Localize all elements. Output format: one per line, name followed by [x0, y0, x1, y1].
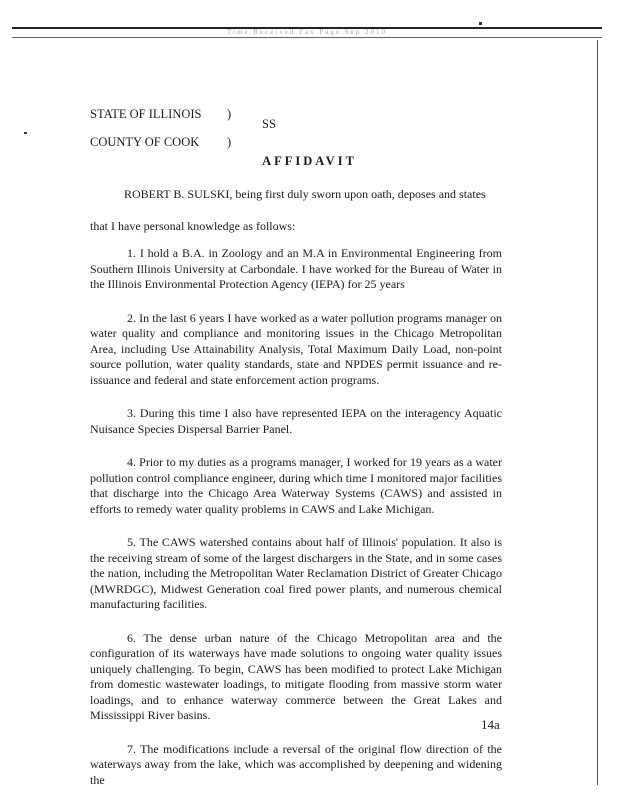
caption-ss: SS: [262, 117, 276, 131]
caption-state: STATE OF ILLINOIS: [90, 107, 202, 121]
scan-speck: [24, 132, 27, 134]
scan-speck: [479, 22, 482, 25]
paragraph-5: 5. The CAWS watershed contains about half of Illinois' population. It also is the receiving stream of some of the largest dischargers in the State, and in some cases the nation, including the Metropolitan Water Reclamation District of Greater Chicago (MWRDGC), Midwest Generation coal fired power plants, and numerous chemical manufacturing facilities.: [90, 535, 502, 611]
case-caption: [90, 100, 310, 156]
caption-paren: ): [227, 135, 232, 149]
page-number: 14a: [481, 717, 500, 732]
page-edge-line: [597, 40, 598, 785]
caption-county-row: [90, 128, 310, 156]
paragraph-3: 3. During this time I also have represented IEPA on the interagency Aquatic Nuisance Species Dispersal Barrier Panel.: [90, 406, 502, 436]
paragraph-4: 4. Prior to my duties as a programs manager, I worked for 19 years as a water pollution control compliance engineer, during which time I monitored major facilities that discharge into the Chicago Area Waterway Systems (CAWS) and assisted in efforts to remedy water quality problems in CAWS and Lake Michigan.: [90, 455, 502, 516]
paragraph-1: 1. I hold a B.A. in Zoology and an M.A in Environmental Engineering from Southern Illinois University at Carbondale. I have worked for the Bureau of Water in the Illinois Environmental Protection Agency (IEPA) for 25 years: [90, 246, 502, 291]
intro-paragraph: ROBERT B. SULSKI, being first duly sworn upon oath, deposes and states that I have personal knowledge as follows:: [90, 187, 486, 233]
document-title: AFFIDAVIT: [262, 154, 357, 168]
caption-county: COUNTY OF COOK: [90, 135, 200, 149]
paragraph-2: 2. In the last 6 years I have worked as a water pollution programs manager on water quality and compliance and monitoring issues in the Chicago Metropolitan Area, including Use Attainability Analysis, Total Maximum Daily Load, non-point source pollution, water quality standards, state and NPDES permit issuance and re-issuance and federal and state enforcement action programs.: [90, 310, 502, 387]
caption-state-row: [90, 100, 310, 131]
caption-paren: ): [227, 107, 232, 121]
affidavit-body: [90, 178, 502, 806]
fax-header-strip: Time Received Fax Page Sep 2010: [12, 27, 602, 38]
paragraph-6: 6. The dense urban nature of the Chicago Metropolitan area and the configuration of its waterways have made solutions to ongoing water quality issues uniquely challenging. To begin, CAWS has been modified to protect Lake Michigan from domestic wastewater loadings, to mitigate flooding from massive storm water loadings, and to enhance waterway commerce between the Great Lakes and Mississippi River basins.: [90, 630, 502, 722]
paragraph-7: 7. The modifications include a reversal of the original flow direction of the waterways away from the lake, which was accomplished by deepening and widening the: [90, 741, 502, 787]
